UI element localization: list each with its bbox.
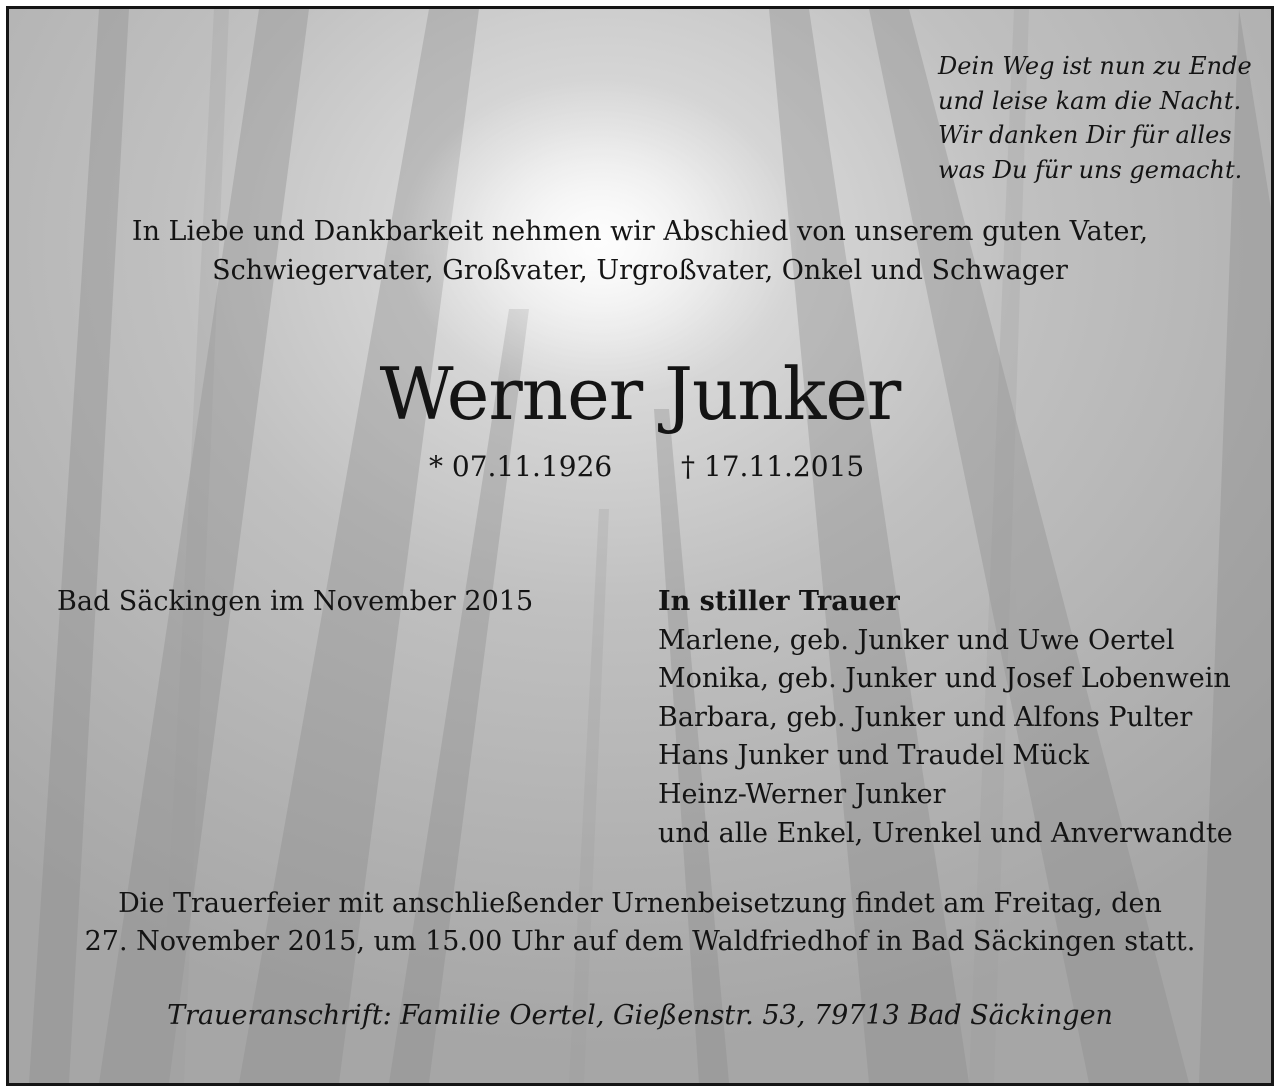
mourners-heading: In stiller Trauer bbox=[658, 586, 900, 617]
place-and-date: Bad Säckingen im November 2015 bbox=[57, 586, 534, 617]
deceased-name: Werner Junker bbox=[379, 352, 901, 436]
mourner-entry: Barbara, geb. Junker und Alfons Pulter bbox=[658, 701, 1193, 733]
mourner-entry: Heinz-Werner Junker bbox=[658, 778, 946, 810]
intro-line: In Liebe und Dankbarkeit nehmen wir Abschied von unserem guten Vater, bbox=[131, 216, 1149, 247]
birth-date: * 07.11.1926 bbox=[429, 450, 613, 483]
intro-line: Schwiegervater, Großvater, Urgroßvater, Onkel und Schwager bbox=[212, 255, 1068, 286]
death-date: † 17.11.2015 bbox=[681, 450, 865, 483]
ceremony-line: 27. November 2015, um 15.00 Uhr auf dem Waldfriedhof in Bad Säckingen statt. bbox=[84, 926, 1196, 957]
mourners-list bbox=[658, 583, 1233, 853]
mourner-entry: Hans Junker und Traudel Mück bbox=[658, 740, 1089, 772]
poem-line: Dein Weg ist nun zu Ende bbox=[938, 52, 1252, 80]
mourning-address: Traueranschrift: Familie Oertel, Gießenstr. 53, 79713 Bad Säckingen bbox=[167, 1000, 1113, 1031]
poem-line: Wir danken Dir für alles bbox=[938, 121, 1232, 149]
poem-line: und leise kam die Nacht. bbox=[938, 86, 1242, 115]
mourner-entry: und alle Enkel, Urenkel und Anverwandte bbox=[658, 817, 1233, 849]
obituary-notice bbox=[6, 6, 1274, 1086]
farewell-intro bbox=[9, 212, 1271, 290]
memorial-poem bbox=[938, 49, 1252, 187]
funeral-ceremony-info bbox=[9, 885, 1271, 961]
ceremony-line: Die Trauerfeier mit anschließender Urnenbeisetzung findet am Freitag, den bbox=[118, 888, 1162, 919]
poem-line: was Du für uns gemacht. bbox=[938, 155, 1243, 184]
mourner-entry: Marlene, geb. Junker und Uwe Oertel bbox=[658, 624, 1175, 656]
mourner-entry: Monika, geb. Junker und Josef Lobenwein bbox=[658, 663, 1231, 695]
